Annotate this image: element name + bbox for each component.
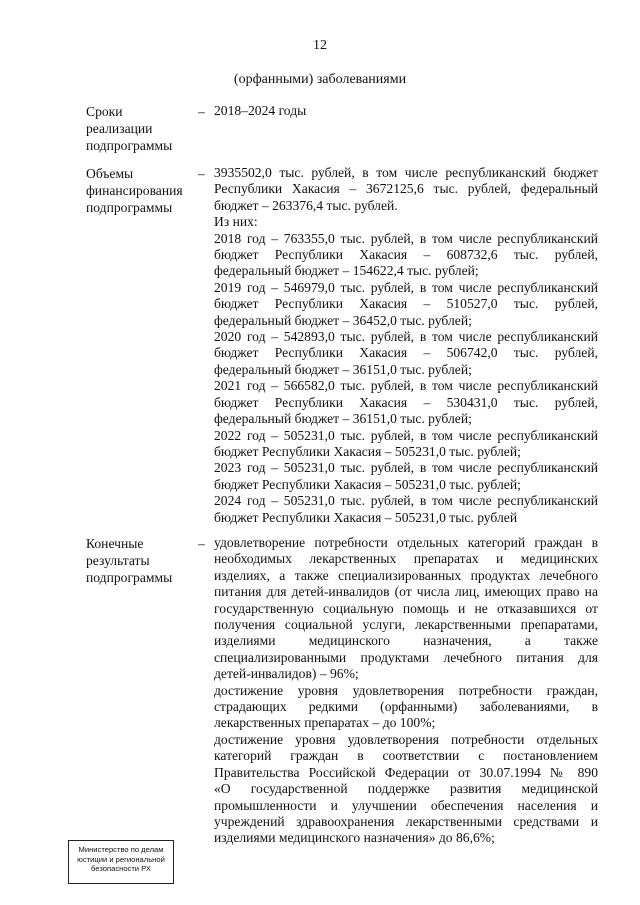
label-line: подпрограммы (86, 138, 173, 153)
content-line: 2018–2024 годы (214, 103, 307, 118)
content-line: изделиях, а также специализированных продуктах лечебного (214, 567, 598, 583)
content-line: бюджет Республики Хакасия – 505231,0 тыс. рублей; (214, 476, 521, 492)
label-line: Сроки (86, 104, 123, 119)
content-line: бюджет – 263376,4 тыс. рублей. (214, 197, 398, 213)
content-line: Республики Хакасия – 3672125,6 тыс. рублей, федеральный (214, 181, 598, 197)
label-line: Конечные (86, 536, 144, 551)
content-line: достижение уровня удовлетворения потребности отдельных (214, 731, 598, 747)
content-line: категорий граждан в соответствии с постановлением (214, 748, 598, 764)
content-line: промышленности и улучшении обеспечения населения и (214, 797, 598, 813)
section-final-results (86, 535, 598, 850)
label-line: Объемы (86, 166, 134, 181)
label-line: подпрограммы (86, 200, 173, 215)
content-line: бюджет Республики Хакасия – 530431,0 тыс. рублей, (214, 394, 598, 410)
section-dash: – (198, 536, 205, 551)
content-line: Правительства Российской Федерации от 30.07.1994 № 890 (214, 764, 598, 780)
content-line: получения социальной услуги, лекарственными препаратами, (214, 617, 598, 633)
content-line: учреждений здравоохранения лекарственными средствами и (214, 813, 598, 829)
content-line: бюджет Республики Хакасия – 510527,0 тыс. рублей, (214, 296, 598, 312)
content-line: федеральный бюджет – 36151,0 тыс. рублей; (214, 361, 472, 377)
section-dash: – (198, 104, 205, 119)
content-line: федеральный бюджет – 36151,0 тыс. рублей; (214, 411, 472, 427)
section-implementation-period (86, 103, 598, 155)
content-line: детей-инвалидов) – 96%; (214, 666, 359, 682)
content-line: федеральный бюджет – 154622,4 тыс. рублей; (214, 263, 479, 279)
content-line: 2019 год – 546979,0 тыс. рублей, в том числе республиканский (214, 279, 598, 295)
stamp-line: безопасности РХ (91, 864, 151, 874)
content-line: удовлетворение потребности отдельных категорий граждан в (214, 535, 598, 550)
content-line: лекарственных препаратах – до 100%; (214, 715, 436, 731)
content-line: 2021 год – 566582,0 тыс. рублей, в том числе республиканский (214, 378, 598, 394)
content-line: специализированными продуктами лечебного питания для (214, 649, 598, 665)
content-line: 2018 год – 763355,0 тыс. рублей, в том числе республиканский (214, 230, 598, 246)
content-line: «О государственной поддержке развития медицинской (214, 781, 598, 797)
content-line: достижение уровня удовлетворения потребности граждан, (214, 682, 598, 698)
content-line: бюджет Республики Хакасия – 505231,0 тыс. рублей (214, 509, 518, 525)
content-line: изделиями медицинского назначения, а также (214, 633, 598, 649)
content-line: федеральный бюджет – 36452,0 тыс. рублей; (214, 312, 472, 328)
content-line: 2022 год – 505231,0 тыс. рублей, в том числе республиканский (214, 427, 598, 443)
section-funding-volumes (86, 165, 598, 530)
content-line: Из них: (214, 214, 258, 230)
content-line: необходимых лекарственных препаратах и медицинских (214, 551, 598, 567)
ministry-stamp (68, 840, 174, 884)
content-line: бюджет Республики Хакасия – 506742,0 тыс. рублей, (214, 345, 598, 361)
section-label (86, 103, 194, 154)
content-line: изделиями медицинского назначения» до 86,6%; (214, 830, 495, 846)
label-line: результаты (86, 553, 150, 568)
continued-heading: (орфанными) заболеваниями (233, 72, 407, 87)
section-content (214, 103, 598, 119)
page-number: 12 (313, 38, 327, 53)
content-line: 2024 год – 505231,0 тыс. рублей, в том числе республиканский (214, 493, 598, 509)
section-dash: – (198, 166, 205, 181)
section-content (214, 535, 598, 847)
label-line: подпрограммы (86, 570, 173, 585)
content-line: государственную социальную помощь и не отказавшихся от (214, 600, 598, 616)
content-line: бюджет Республики Хакасия – 505231,0 тыс. рублей; (214, 443, 521, 459)
stamp-line: юстиции и региональной (77, 854, 165, 864)
section-content (214, 165, 598, 526)
stamp-line: Министерство по делам (78, 845, 164, 854)
content-line: страдающих редкими (орфанными) заболеваниями, в (214, 699, 598, 715)
label-line: реализации (86, 121, 153, 136)
content-line: питания для детей-инвалидов (от числа лиц, имеющих право на (214, 584, 598, 600)
label-line: финансирования (86, 183, 183, 198)
section-label (86, 165, 194, 216)
section-label (86, 535, 194, 586)
content-line: 2020 год – 542893,0 тыс. рублей, в том числе республиканский (214, 329, 598, 345)
content-line: 3935502,0 тыс. рублей, в том числе республиканский бюджет (214, 165, 598, 180)
content-line: бюджет Республики Хакасия – 608732,6 тыс. рублей, (214, 247, 598, 263)
content-line: 2023 год – 505231,0 тыс. рублей, в том числе республиканский (214, 460, 598, 476)
